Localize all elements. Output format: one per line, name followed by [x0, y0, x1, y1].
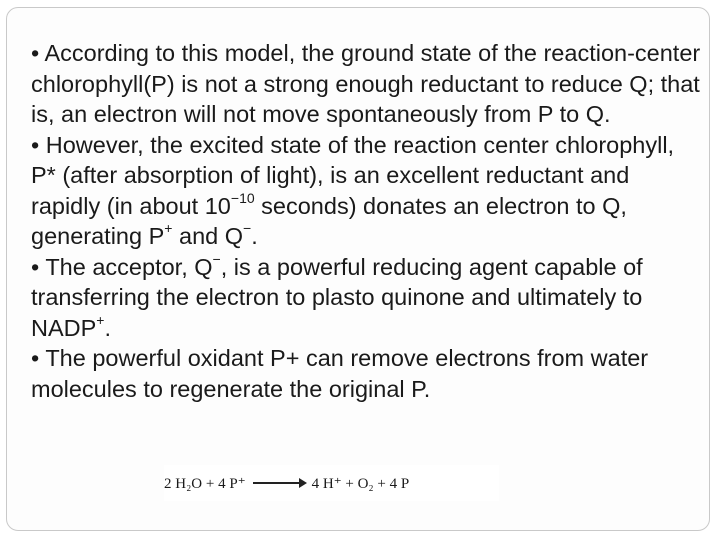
reaction-arrow-icon: [253, 482, 305, 484]
bullet-oxidant: • The powerful oxidant P+ can remove electrons from water molecules to regenerate the original P.: [31, 345, 649, 402]
bullet-text: .: [251, 223, 258, 249]
bullet-acceptor: [31, 252, 701, 344]
superscript: +: [164, 220, 173, 237]
superscript: +: [96, 311, 105, 328]
superscript: −10: [230, 189, 255, 206]
bullet-text: • The acceptor, Q: [31, 253, 213, 280]
bullet-text: seconds) donates an electron to Q, generating P: [31, 192, 627, 249]
bullet-list: [31, 38, 701, 404]
bullet-text: , is a powerful reducing agent capable of transferring the electron to plasto quinone and ultimately to NADP: [31, 253, 643, 341]
superscript: −: [243, 220, 252, 237]
reaction-equation: [164, 465, 499, 501]
equation-products: 4 H⁺ + O₂ + 4 P: [311, 475, 410, 492]
bullet-ground-state: • According to this model, the ground state of the reaction-center chlorophyll(P) is not a strong enough reductant to reduce Q; that is, an electron will not move spontaneously from P to Q.: [31, 40, 701, 127]
equation-reactants: 2 H₂O + 4 P⁺: [164, 475, 246, 492]
bullet-text: and Q: [172, 223, 244, 249]
bullet-text: • However, the excited state of the reaction center chlorophyll, P* (after absorption of light), is an excellent reductant and rapidly (in about 10: [31, 131, 675, 219]
superscript: −: [212, 250, 221, 267]
bullet-text: .: [104, 314, 112, 341]
bullet-excited-state: [31, 130, 701, 252]
